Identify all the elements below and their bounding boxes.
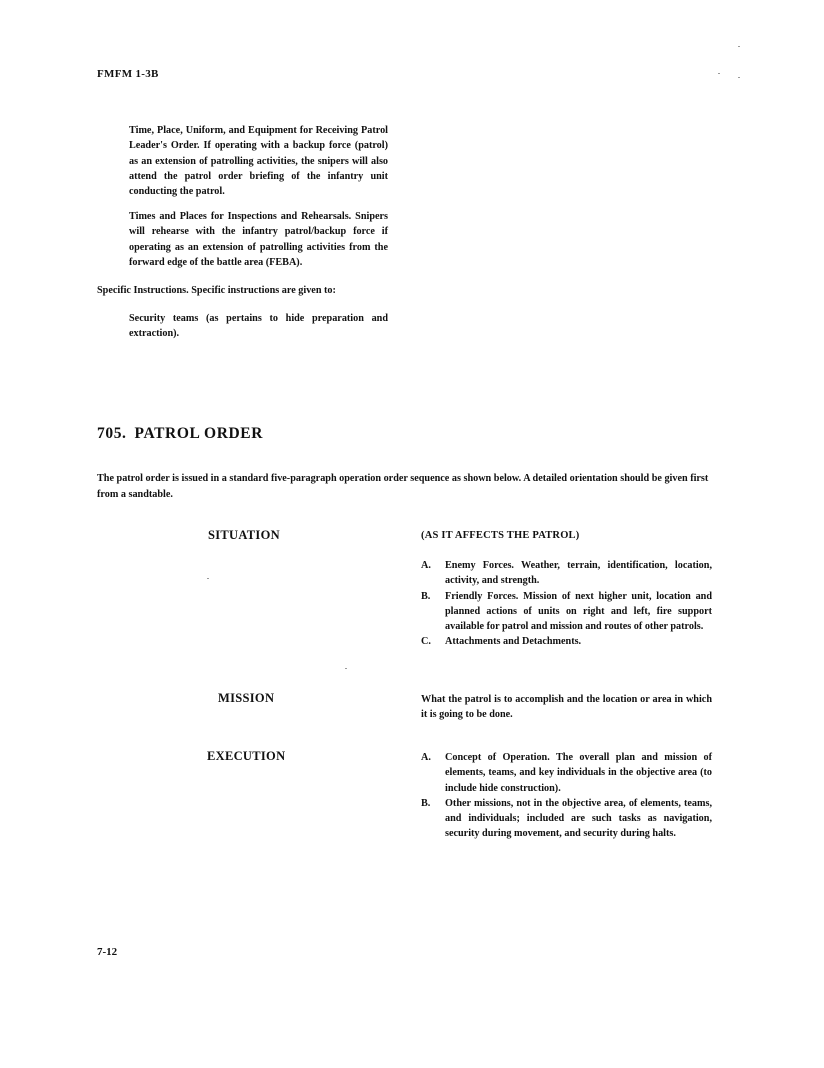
situation-label: SITUATION (208, 528, 280, 542)
scan-speck (207, 578, 209, 579)
paragraph-lead: Time, Place, Uniform, and Equipment for Receiving Patrol Leader's Order. (129, 125, 388, 152)
list-item (421, 589, 712, 635)
list-item (421, 558, 712, 589)
paragraph-body: Specific instructions are given to: (188, 285, 336, 296)
scan-speck (345, 668, 347, 669)
item-text: Weather, terrain, identification, location, activity, and strength. (445, 560, 712, 587)
paragraph-inspections-rehearsals (129, 209, 388, 270)
list-marker: B. (421, 797, 431, 809)
section-number: 705. (97, 425, 127, 442)
paragraph-receiving-order (129, 123, 388, 199)
situation-list (421, 558, 712, 650)
section-title: PATROL ORDER (134, 425, 264, 442)
list-marker: A. (421, 560, 431, 571)
paragraph-specific-instructions (97, 283, 388, 298)
mission-text: What the patrol is to accomplish and the location or area in which it is going to be done. (421, 694, 712, 721)
paragraph-body: If operating with a backup force (patrol) as an extension of patrolling activities, the snipers will also attend the patrol order briefing of the infantry unit conducting the patrol. (129, 140, 388, 198)
situation-heading: (AS IT AFFECTS THE PATROL) (421, 530, 580, 541)
item-lead: Enemy Forces. (445, 560, 514, 571)
item-text: The overall plan and mission of elements, teams, and key individuals in the objective area (to include hide construction). (445, 752, 712, 794)
scan-speck (738, 46, 740, 47)
page-number: 7-12 (97, 946, 118, 958)
item-lead: Other missions, (445, 797, 514, 809)
section-intro: The patrol order is issued in a standard five-paragraph operation order sequence as shown below. A detailed orientation should be given first from a sandtable. (97, 473, 709, 500)
item-lead: Friendly Forces. (445, 590, 519, 602)
list-marker: B. (421, 590, 431, 602)
document-id-header: FMFM 1-3B (97, 68, 159, 80)
item-text: not in the objective area, of elements, teams, and individuals; included are such tasks as navigation, security during movement, and security during halts. (445, 797, 712, 840)
mission-label: MISSION (218, 691, 275, 705)
execution-list (421, 750, 712, 842)
section-heading (97, 425, 263, 443)
list-marker: A. (421, 752, 431, 763)
paragraph-lead: Specific Instructions. (97, 285, 189, 296)
scan-speck (738, 77, 740, 78)
list-marker: C. (421, 636, 431, 648)
scan-speck (718, 73, 720, 74)
item-lead: Concept of Operation. (445, 752, 550, 763)
item-text: Mission of next higher unit, location and planned actions of units on right and left, fire support available for patrol and mission and routes of other patrols. (445, 590, 713, 633)
paragraph-security-teams (129, 311, 388, 342)
list-item (421, 634, 712, 649)
paragraph-body: Snipers will rehearse with the infantry patrol/backup force if operating as an extension of patrolling activities from the forward edge of the battle area (FEBA). (129, 211, 388, 268)
paragraph-lead: Times and Places for Inspections and Rehearsals. (129, 211, 352, 222)
list-item (421, 796, 712, 842)
item-lead: Attachments and Detachments. (445, 636, 582, 648)
execution-label: EXECUTION (207, 749, 286, 763)
list-item (421, 750, 712, 796)
paragraph-body: Security teams (as pertains to hide preparation and extraction). (129, 313, 388, 340)
